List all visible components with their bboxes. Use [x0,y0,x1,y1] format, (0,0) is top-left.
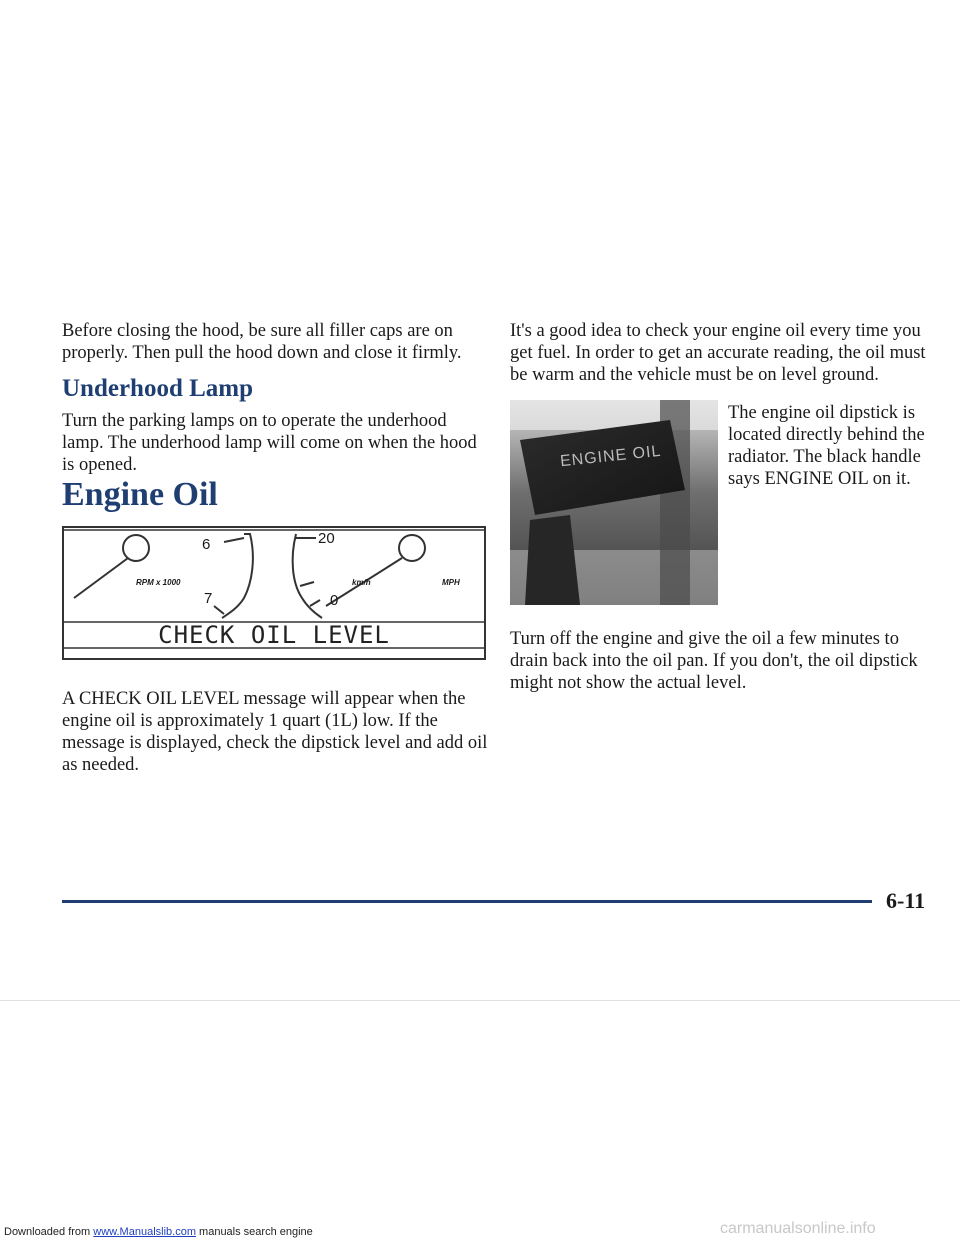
mph-label: MPH [442,578,460,587]
check-oil-level-message: CHECK OIL LEVEL [158,621,390,649]
right-intro-paragraph: It's a good idea to check your engine oil every time you get fuel. In order to get an accurate reading, the oil must be warm and the vehicle must be on level ground. [510,321,926,385]
engine-oil-photo-label: ENGINE OIL [559,442,663,471]
rpm-label: RPM x 1000 [136,578,181,587]
scan-edge-line [0,1000,960,1001]
check-oil-paragraph: A CHECK OIL LEVEL message will appear when the engine oil is approximately 1 quart (1L) low. If the message is displayed, check the dipstick level and add oil as needed. [62,689,488,775]
page-number: 6-11 [886,888,926,913]
tach-6-label: 6 [202,536,211,553]
underhood-lamp-paragraph: Turn the parking lamps on to operate the underhood lamp. The underhood lamp will come on when the hood is opened. [62,411,477,475]
watermark: carmanualsonline.info [720,1220,876,1237]
dipstick-caption: The engine oil dipstick is located directly behind the radiator. The black handle says ENGINE OIL on it. [728,403,925,489]
speedo-needle-hub [399,535,425,561]
tach-7-label: 7 [204,590,213,607]
underhood-lamp-heading: Underhood Lamp [62,375,254,402]
footer-prefix: Downloaded from [4,1226,94,1238]
drain-paragraph: Turn off the engine and give the oil a few minutes to drain back into the oil pan. If you don't, the oil dipstick might not show the actual level. [510,629,918,693]
kmh-label: km/h [352,578,371,587]
instrument-cluster-illustration [62,526,486,660]
speed-0-label: 0 [330,592,339,609]
manualslib-link[interactable]: www.Manualslib.com [93,1226,196,1238]
footer-suffix: manuals search engine [195,1226,313,1238]
engine-oil-heading: Engine Oil [62,476,218,513]
download-footer [4,1226,313,1238]
footer-rule [62,900,872,903]
tach-needle-hub [123,535,149,561]
tachometer-needle [74,558,128,598]
engine-oil-cap-photo [510,400,718,605]
speed-20-label: 20 [318,530,335,547]
intro-paragraph: Before closing the hood, be sure all filler caps are on properly. Then pull the hood down and close it firmly. [62,321,462,363]
